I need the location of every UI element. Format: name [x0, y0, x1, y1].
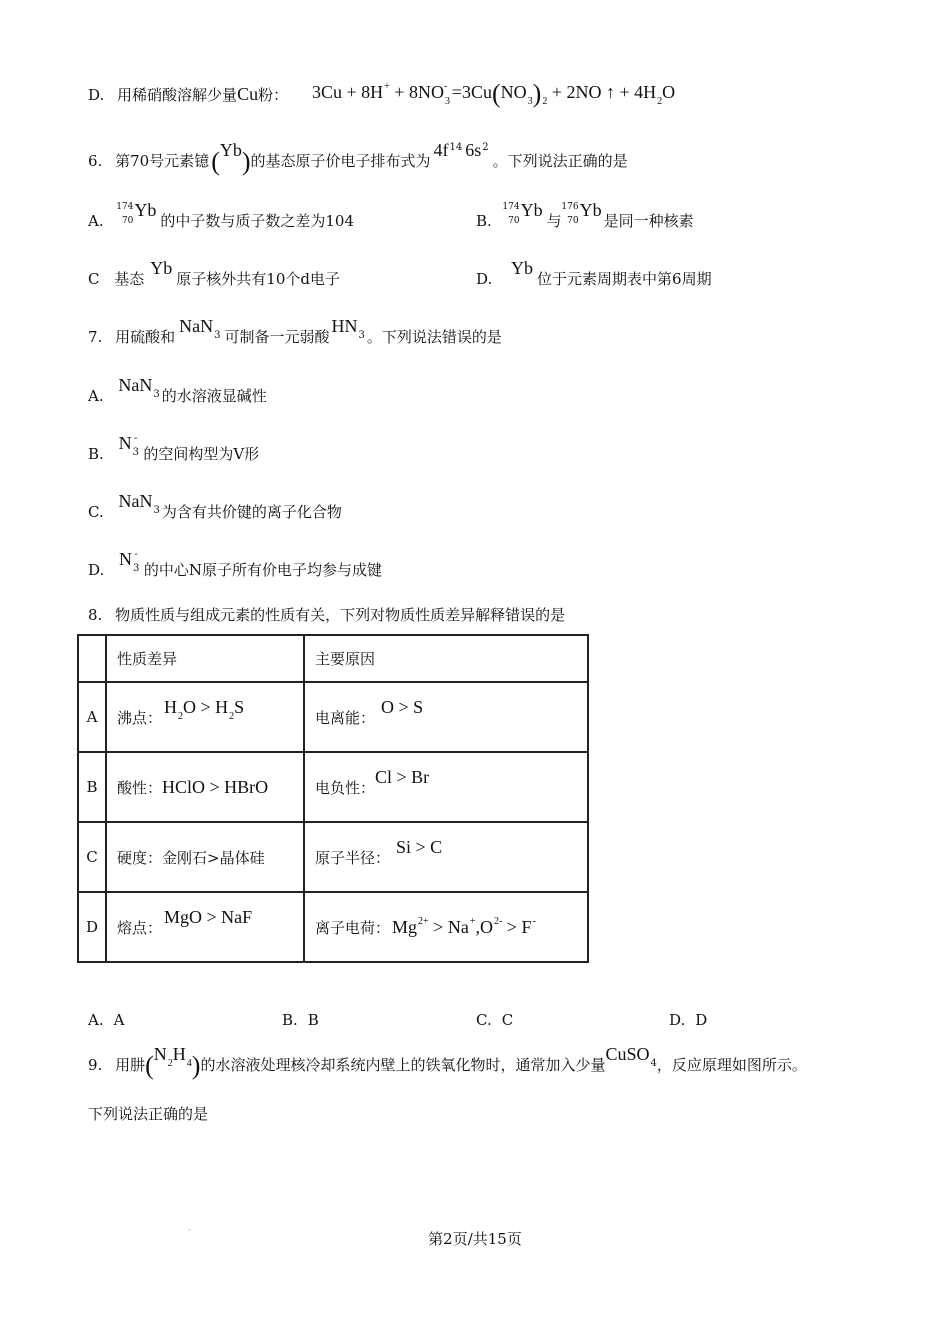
header-property: 性质差异: [106, 635, 304, 682]
answer-c: C. C: [476, 1011, 514, 1029]
question-number: 6.: [88, 152, 103, 170]
row-id: A: [78, 682, 106, 752]
answer-d: D. D: [669, 1011, 708, 1029]
q7-option-c: C. NaN$^3$ 为含有共价键的离子化合物: [88, 491, 342, 521]
answer-b: B. B: [282, 1011, 319, 1029]
row-property: 沸点：$H_2O > H_2S$: [106, 682, 304, 752]
isotope: 174 70: [116, 202, 134, 226]
footer-mark: ·: [188, 1226, 191, 1235]
q7-stem: 7. 用硫酸和NaN$^3$ 可制备一元弱酸$HN^3$ 。下列说法错误的是: [88, 316, 502, 346]
q6-stem: 6. 第70号元素镱(Yb)的基态原子价电子排布式为$4f^{14}$ $6s^2$。下列说法正确的是: [88, 140, 628, 176]
header-reason: 主要原因: [304, 635, 588, 682]
q8-table: [77, 634, 589, 963]
table-row: [78, 892, 588, 962]
row-id: D: [78, 892, 106, 962]
isotope: 176 70: [561, 202, 579, 226]
option-suffix: 粉：: [258, 86, 289, 104]
q9-stem-line2: 下列说法正确的是: [88, 1105, 209, 1123]
table-row: [78, 752, 588, 822]
row-id: C: [78, 822, 106, 892]
table-row: [78, 822, 588, 892]
row-reason: 电离能：O > S: [304, 682, 588, 752]
option-label: D.: [88, 86, 105, 104]
q7-option-a: A. NaN$^3$ 的水溶液显碱性: [88, 375, 267, 405]
answer-a: A. A: [88, 1011, 125, 1029]
q7-option-d: D. $N^{3-}$的中心N原子所有价电子均参与成键: [88, 549, 382, 579]
q6-option-b: B. 174 70 Yb与 176 70 Yb是同一种核素: [476, 200, 694, 230]
row-property: 酸性：HClO > HBrO: [106, 752, 304, 822]
q6-option-a: A. 174 70 Yb的中子数与质子数之差为104: [88, 200, 355, 230]
q6-option-d: D. Yb位于元素周期表中第6周期: [476, 258, 712, 288]
q8-stem: 8. 物质性质与组成元素的性质有关，下列对物质性质差异解释错误的是: [88, 606, 566, 624]
row-property: 硬度：金刚石>晶体硅: [106, 822, 304, 892]
q5-option-d: [88, 84, 288, 105]
q5-equation: $3Cu + 8H^+ + 8NO_3^- =3Cu(NO_3)_2 + 2NO$ ↑ + $4H_2O$: [312, 79, 676, 108]
page-number: 第2页/共15页: [428, 1230, 522, 1248]
row-property: 熔点：MgO > NaF: [106, 892, 304, 962]
table-row: [78, 682, 588, 752]
row-reason: 电负性：Cl > Br: [304, 752, 588, 822]
row-reason: 离子电荷： $Mg^{2+} > Na^+,O^{2-} > F^-$: [304, 892, 588, 962]
formula-cu: Cu: [237, 84, 259, 104]
row-reason: 原子半径：Si > C: [304, 822, 588, 892]
row-id: B: [78, 752, 106, 822]
q7-option-b: B. $N^{3-}$的空间构型为V形: [88, 433, 260, 463]
table-header-row: [78, 635, 588, 682]
option-text: 用稀硝酸溶解少量: [117, 86, 238, 104]
q9-stem: 9. 用肼$(N_2H_4)$的水溶液处理核冷却系统内壁上的铁氧化物时，通常加入少量CuSO$^4$，反应原理如图所示。: [88, 1044, 807, 1080]
isotope: 174 70: [502, 202, 520, 226]
q6-option-c: C 基态Yb原子核外共有10个d电子: [88, 258, 340, 288]
